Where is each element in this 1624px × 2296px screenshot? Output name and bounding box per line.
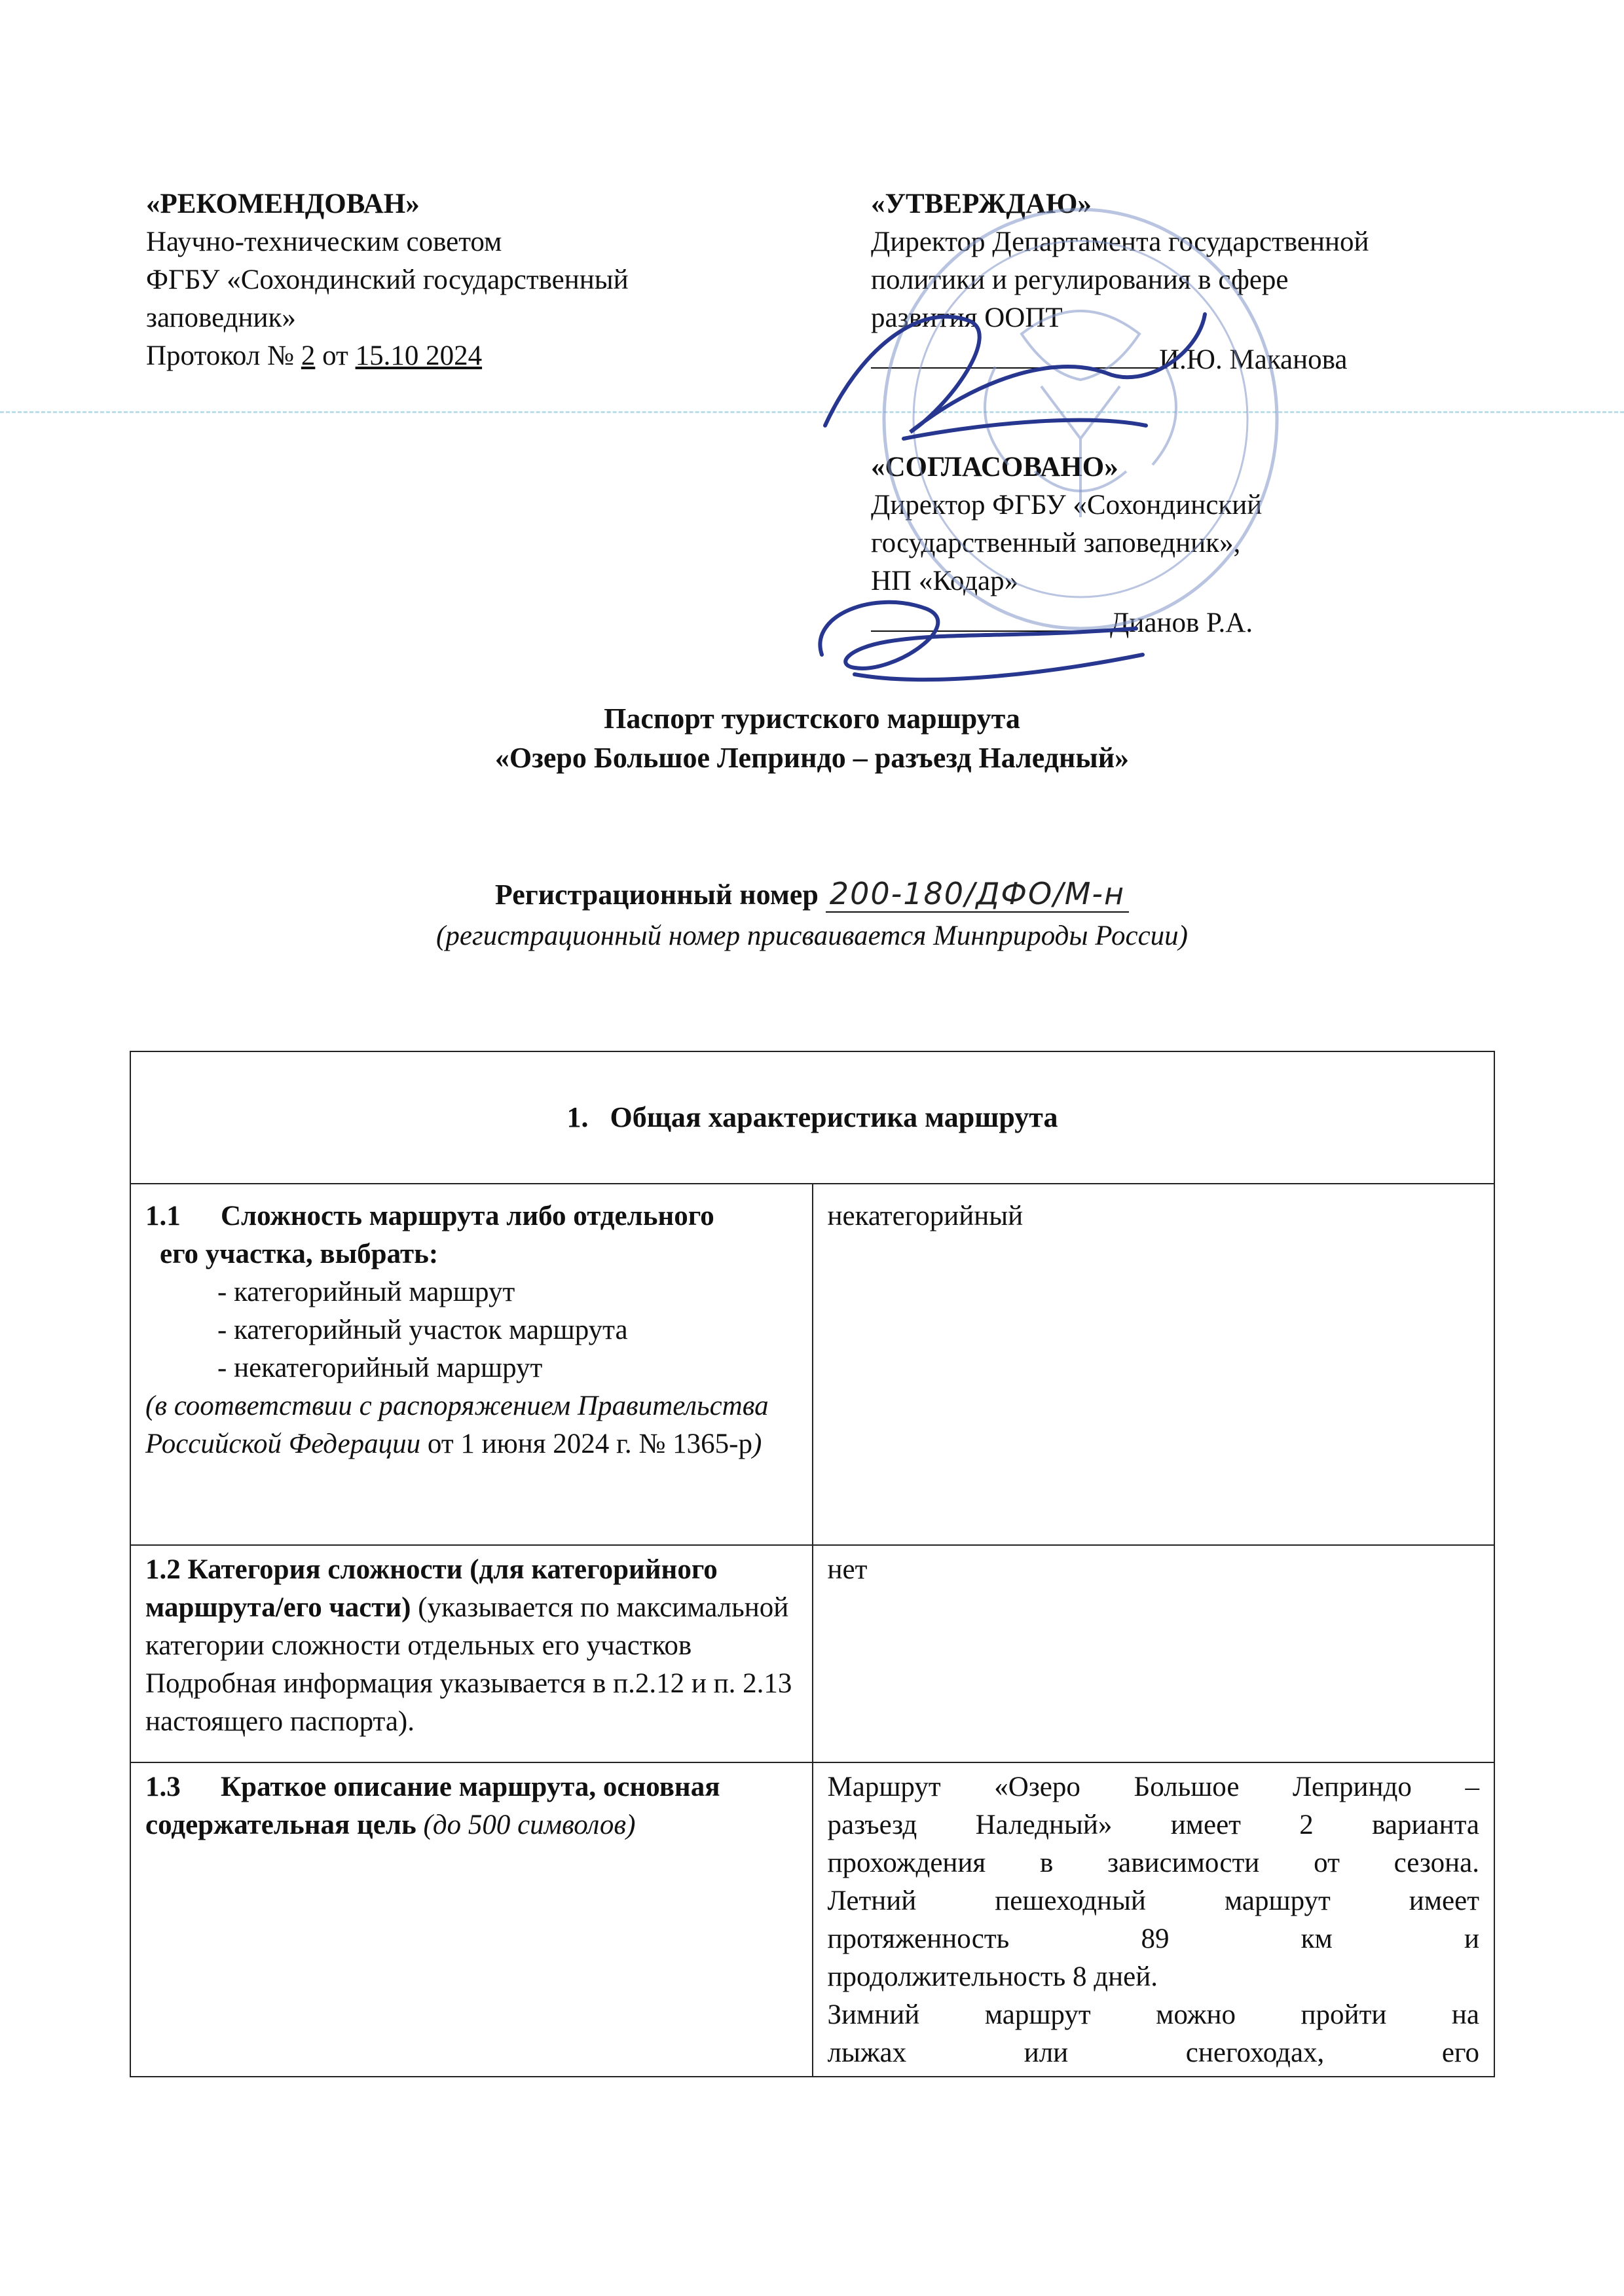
row-1-3-value-line: лыжах или снегоходах, его bbox=[827, 2037, 1479, 2068]
row-1-3-value-line: прохождения в зависимости от сезона. bbox=[827, 1848, 1479, 1878]
row-1-1-note-a: (в соответствии с распоряжением Правительства bbox=[145, 1391, 769, 1421]
table-row bbox=[130, 1762, 1494, 2077]
protocol-prefix: Протокол № bbox=[146, 340, 301, 371]
row-1-1-value: некатегорийный bbox=[813, 1184, 1495, 1545]
row-1-1-note-line2: Российской Федерации от 1 июня 2024 г. № 1365-р) bbox=[145, 1429, 762, 1459]
recommended-line2: ФГБУ «Сохондинский государственный bbox=[146, 264, 629, 295]
recommended-heading: «РЕКОМЕНДОВАН» bbox=[146, 189, 420, 219]
row-1-3-value-line: Маршрут «Озеро Большое Леприндо – bbox=[827, 1772, 1479, 1802]
agreed-line1: Директор ФГБУ «Сохондинский bbox=[871, 490, 1263, 520]
row-1-1-option-3: - некатегорийный маршрут bbox=[217, 1353, 543, 1383]
row-1-1-title-b: его участка, выбрать: bbox=[160, 1239, 439, 1269]
registration-note: (регистрационный номер присваивается Минприроды России) bbox=[436, 920, 1188, 951]
row-1-3-value-line: Зимний маршрут можно пройти на bbox=[827, 1999, 1479, 2030]
route-characteristics-table bbox=[130, 1051, 1495, 2077]
table-row bbox=[130, 1184, 1494, 1545]
row-1-3-title-a: 1.3 Краткое описание маршрута, основная bbox=[145, 1772, 720, 1802]
row-1-3-value-line: протяженность 89 км и bbox=[827, 1923, 1479, 1954]
recommended-block bbox=[146, 185, 629, 375]
row-1-3-value-line: разъезд Наледный» имеет 2 варианта bbox=[827, 1810, 1479, 1840]
row-1-2-title: 1.2 Категория сложности (для категорийного маршрута/его части) bbox=[145, 1554, 718, 1623]
approve-heading: «УТВЕРЖДАЮ» bbox=[871, 189, 1092, 219]
row-1-2-value: нет bbox=[813, 1545, 1495, 1762]
agreed-signature-blank bbox=[871, 600, 1110, 632]
section-title: Общая характеристика маршрута bbox=[610, 1101, 1058, 1133]
protocol-number: 2 bbox=[301, 340, 316, 371]
scan-artifact-line bbox=[0, 411, 1624, 413]
row-1-3-value-line: Летний пешеходный маршрут имеет bbox=[827, 1886, 1479, 1916]
table-row bbox=[130, 1545, 1494, 1762]
row-1-1-label bbox=[130, 1184, 813, 1545]
registration-label: Регистрационный номер bbox=[494, 879, 826, 911]
protocol-line bbox=[146, 337, 629, 375]
protocol-from: от bbox=[315, 340, 356, 371]
recommended-line3: заповедник» bbox=[146, 302, 296, 333]
registration-line bbox=[0, 874, 1624, 915]
recommended-line1: Научно-техническим советом bbox=[146, 227, 502, 257]
registration-number: 200-180/ДФО/М-н bbox=[826, 876, 1129, 913]
approve-block bbox=[871, 185, 1369, 379]
approve-signature-line bbox=[871, 337, 1369, 379]
row-1-1-option-2: - категорийный участок маршрута bbox=[217, 1315, 628, 1345]
section-heading bbox=[130, 1051, 1494, 1184]
agreed-line3: НП «Кодар» bbox=[871, 566, 1019, 596]
row-1-2-note: (указывается по максимальной категории сложности отдельных его участков Подробная информация указывается в п.2.12 и п. 2.13 настоящего паспорта). bbox=[145, 1592, 792, 1737]
row-1-2-label bbox=[130, 1545, 813, 1762]
approve-line3: развития ООПТ bbox=[871, 302, 1063, 333]
row-1-3-value-line: продолжительность 8 дней. bbox=[827, 1961, 1158, 1992]
approve-signer: И.Ю. Маканова bbox=[1159, 344, 1348, 375]
approve-line1: Директор Департамента государственной bbox=[871, 227, 1369, 257]
row-1-3-label bbox=[130, 1762, 813, 2077]
agreed-signature-line bbox=[871, 600, 1262, 642]
passport-title bbox=[0, 699, 1624, 778]
row-1-3-title-line2: содержательная цель (до 500 символов) bbox=[145, 1810, 636, 1840]
passport-title-line2: «Озеро Большое Леприндо – разъезд Наледный» bbox=[494, 742, 1130, 774]
agreed-signer: Дианов Р.А. bbox=[1110, 608, 1253, 638]
approve-line2: политики и регулирования в сфере bbox=[871, 264, 1289, 295]
approve-signature-blank bbox=[871, 337, 1159, 369]
protocol-date: 15.10 2024 bbox=[355, 340, 483, 371]
passport-title-line1: Паспорт туристского маршрута bbox=[604, 702, 1020, 735]
row-1-1-title-a: 1.1 Сложность маршрута либо отдельного bbox=[145, 1201, 714, 1231]
section-number: 1. bbox=[566, 1101, 589, 1133]
agreed-block bbox=[871, 448, 1262, 642]
row-1-1-option-1: - категорийный маршрут bbox=[217, 1277, 515, 1307]
agreed-heading: «СОГЛАСОВАНО» bbox=[871, 452, 1118, 483]
agreed-line2: государственный заповедник», bbox=[871, 528, 1241, 558]
row-1-3-value bbox=[813, 1762, 1495, 2077]
